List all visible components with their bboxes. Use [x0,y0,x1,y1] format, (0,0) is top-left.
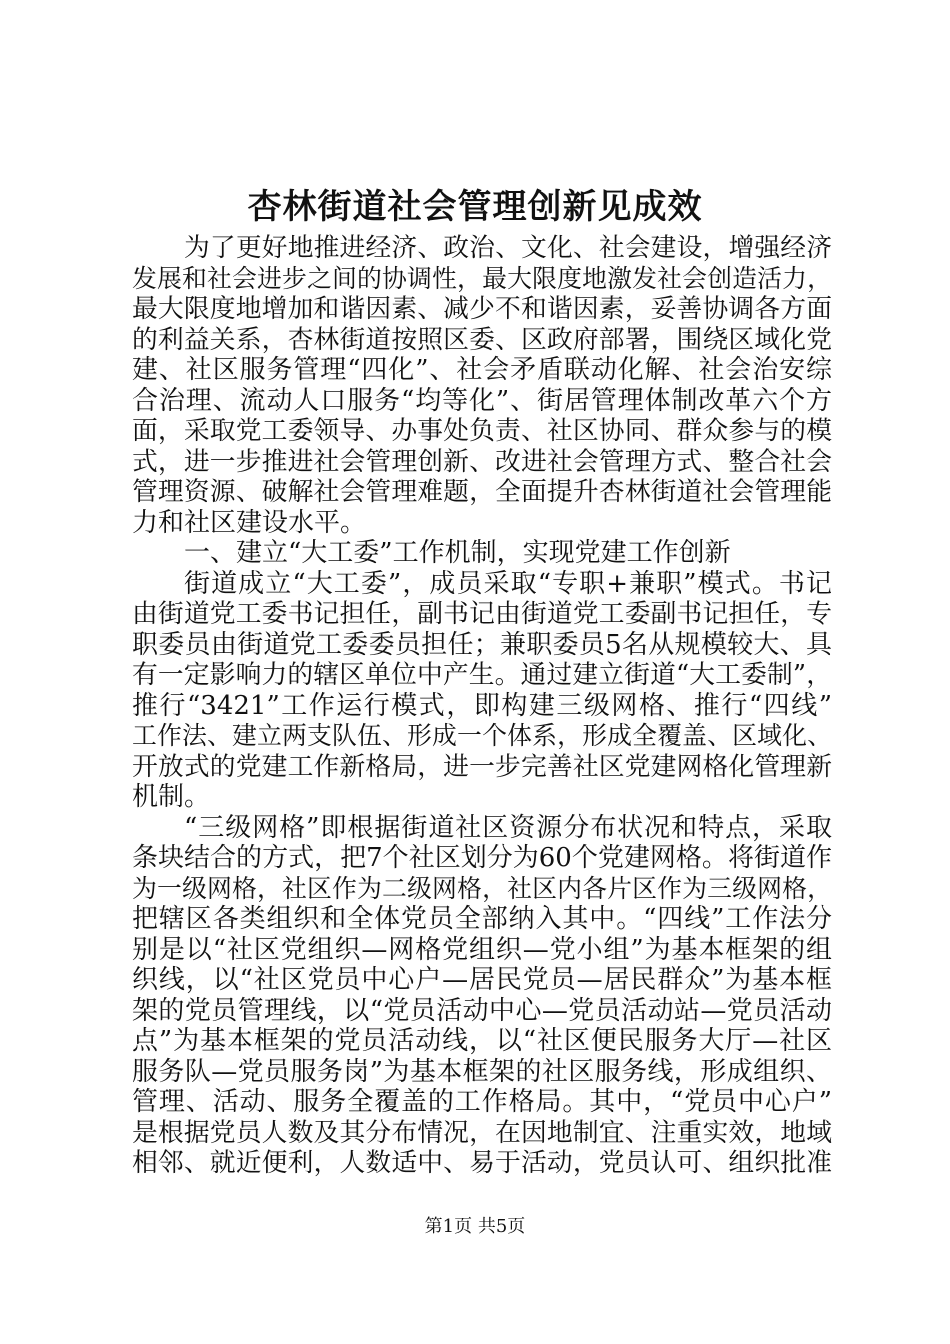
body-line: 力和社区建设水平。 [132,507,367,538]
body-line: 的利益关系，杏林街道按照区委、区政府部署，围绕区域化党 [132,324,832,355]
document-title: 杏林街道社会管理创新见成效 [247,187,703,227]
body-line: 织线，以“社区党员中心户—居民党员—居民群众”为基本框 [132,965,832,995]
body-line: 由街道党工委书记担任，副书记由街道党工委副书记担任，专 [132,599,832,629]
body-line: 条块结合的方式，把7个社区划分为60个党建网格。将街道作 [132,843,832,873]
body-line: 发展和社会进步之间的协调性，最大限度地激发社会创造活力， [132,263,832,293]
body-line: 开放式的党建工作新格局，进一步完善社区党建网格化管理新 [132,751,832,782]
body-line: 工作法、建立两支队伍、形成一个体系，形成全覆盖、区域化、 [132,721,832,750]
body-line: 合治理、流动人口服务“均等化”、街居管理体制改革六个方 [132,385,832,416]
body-line: 式，进一步推进社会管理创新、改进社会管理方式、整合社会 [132,446,832,477]
body-line: 面，采取党工委领导、办事处负责、社区协同、群众参与的模 [132,416,832,446]
page-footer: 第1页 共5页 [424,1216,526,1237]
body-line: 服务队—党员服务岗”为基本框架的社区服务线，形成组织、 [132,1056,832,1087]
body-line: 机制。 [132,782,211,812]
body-line: 建、社区服务管理“四化”、社会矛盾联动化解、社会治安综 [132,355,832,385]
body-line: 管理、活动、服务全覆盖的工作格局。其中，“党员中心户” [132,1087,832,1117]
body-line: 街道成立“大工委”，成员采取“专职+兼职”模式。书记 [184,568,832,599]
body-line: 架的党员管理线，以“党员活动中心—党员活动站—党员活动 [132,995,832,1026]
body-line: “三级网格”即根据街道社区资源分布状况和特点，采取 [184,812,832,843]
body-line: 有一定影响力的辖区单位中产生。通过建立街道“大工委制”， [132,660,832,690]
body-line: 管理资源、破解社会管理难题，全面提升杏林街道社会管理能 [132,477,832,507]
body-line: 点”为基本框架的党员活动线，以“社区便民服务大厅—社区 [132,1026,832,1056]
body-line: 最大限度地增加和谐因素、减少不和谐因素，妥善协调各方面 [132,294,832,324]
body-line: 别是以“社区党组织—网格党组织—党小组”为基本框架的组 [132,934,832,965]
document-body [132,233,832,1179]
body-line: 推行“3421”工作运行模式，即构建三级网格、推行“四线” [132,690,832,721]
section-heading: 一、建立“大工委”工作机制，实现党建工作创新 [184,538,731,568]
body-line: 把辖区各类组织和全体党员全部纳入其中。“四线”工作法分 [132,904,832,934]
body-line: 相邻、就近便利，人数适中、易于活动，党员认可、组织批准 [132,1148,832,1178]
body-line: 为一级网格，社区作为二级网格，社区内各片区作为三级网格， [132,873,832,903]
body-line: 为了更好地推进经济、政治、文化、社会建设，增强经济 [184,233,832,263]
body-line: 是根据党员人数及其分布情况，在因地制宜、注重实效，地域 [132,1117,832,1148]
body-line: 职委员由街道党工委委员担任；兼职委员5名从规模较大、具 [132,629,832,660]
